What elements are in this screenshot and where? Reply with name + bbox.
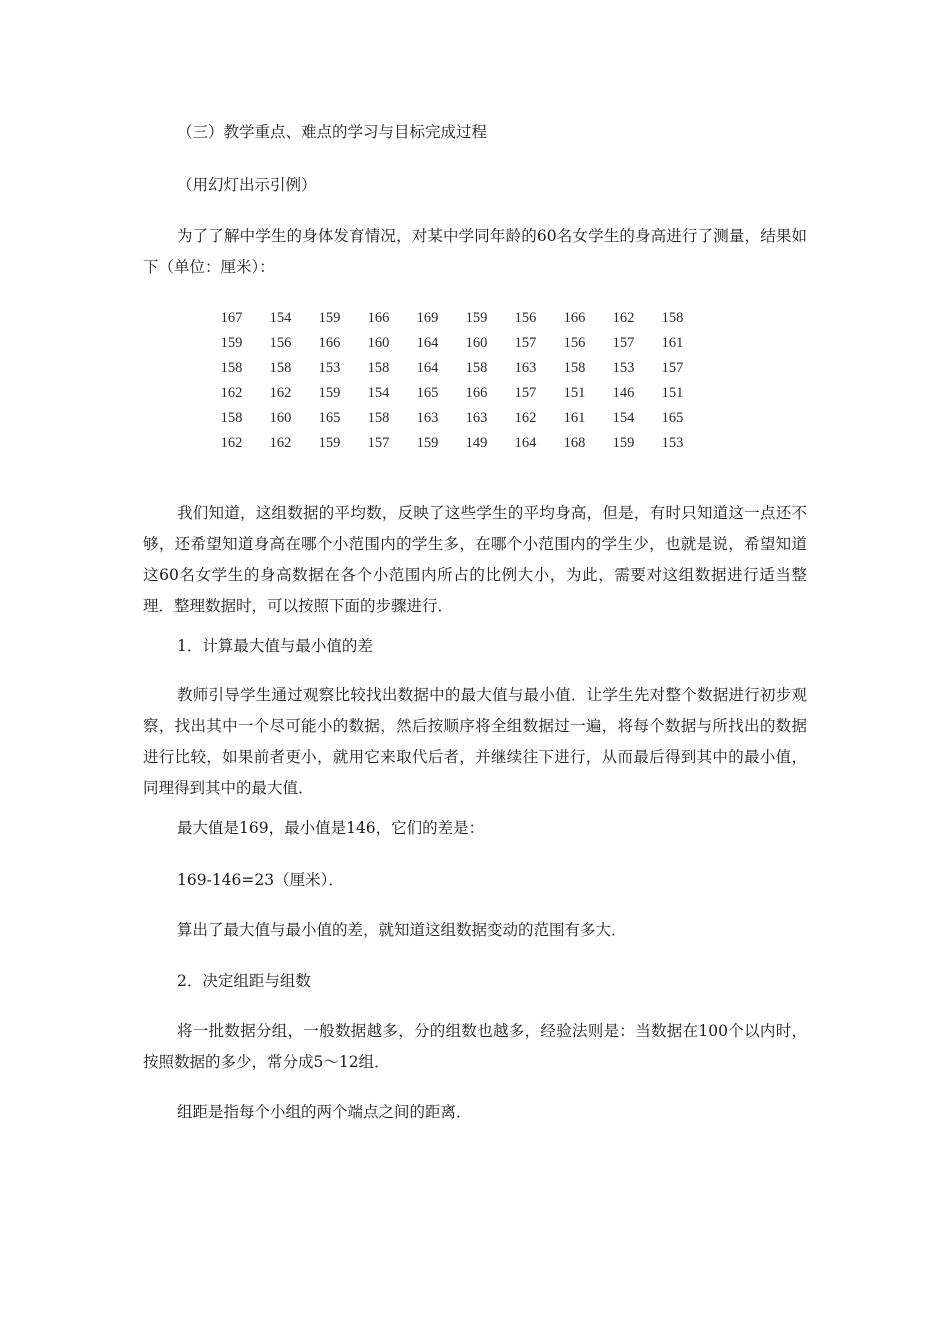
teacher-guidance-paragraph: 教师引导学生通过观察比较找出数据中的最大值与最小值．让学生先对整个数据进行初步观察，找出其中一个尽可能小的数据，然后按顺序将全组数据过一遍，将每个数据与所找出的数据进行比较，如果前者更小，就用它来取代后者，并继续往下进行，从而最后得到其中的最小值，同理得到其中的最大值． (143, 686, 807, 797)
table-cell: 153 (612, 360, 635, 376)
table-cell: 153 (661, 435, 684, 451)
table-row (207, 381, 697, 406)
table-cell: 161 (661, 335, 684, 351)
table-cell: 158 (220, 360, 243, 376)
table-cell: 153 (318, 360, 341, 376)
table-cell: 156 (563, 335, 586, 351)
table-cell: 160 (465, 335, 488, 351)
table-cell: 159 (220, 335, 243, 351)
intro-paragraph: 为了了解中学生的身体发育情况，对某中学同年龄的60名女学生的身高进行了测量，结果如下（单位：厘米）： (143, 227, 807, 276)
table-cell: 165 (661, 410, 684, 426)
table-cell: 165 (416, 385, 439, 401)
explanation-paragraph: 我们知道，这组数据的平均数，反映了这些学生的平均身高，但是，有时只知道这一点还不够，还希望知道身高在哪个小范围内的学生多，在哪个小范围内的学生少，也就是说，希望知道这60名女学生的身高数据在各个小范围内所占的比例大小，为此，需要对这组数据进行适当整理．整理数据时，可以按照下面的步骤进行． (143, 504, 807, 615)
table-cell: 157 (514, 385, 537, 401)
step-2-heading: 2．决定组距与组数 (177, 972, 311, 990)
table-cell: 158 (465, 360, 488, 376)
table-cell: 163 (416, 410, 439, 426)
table-cell: 157 (367, 435, 390, 451)
table-cell: 159 (318, 385, 341, 401)
section-heading: （三）教学重点、难点的学习与目标完成过程 (177, 123, 488, 141)
table-cell: 166 (465, 385, 488, 401)
table-cell: 146 (612, 385, 635, 401)
table-row (207, 331, 697, 356)
table-cell: 157 (514, 335, 537, 351)
table-cell: 167 (220, 310, 243, 326)
height-data-table (207, 306, 697, 456)
table-cell: 159 (465, 310, 488, 326)
table-cell: 158 (220, 410, 243, 426)
table-cell: 169 (416, 310, 439, 326)
table-cell: 149 (465, 435, 488, 451)
table-cell: 158 (367, 360, 390, 376)
table-cell: 157 (612, 335, 635, 351)
table-row (207, 431, 697, 456)
table-cell: 168 (563, 435, 586, 451)
table-cell: 159 (416, 435, 439, 451)
table-cell: 154 (612, 410, 635, 426)
table-cell: 158 (563, 360, 586, 376)
table-cell: 159 (612, 435, 635, 451)
table-cell: 162 (612, 310, 635, 326)
table-cell: 159 (318, 435, 341, 451)
table-cell: 158 (269, 360, 292, 376)
range-formula: 169-146=23（厘米）． (177, 871, 344, 889)
table-cell: 166 (563, 310, 586, 326)
table-cell: 165 (318, 410, 341, 426)
class-width-definition: 组距是指每个小组的两个端点之间的距离． (177, 1103, 472, 1121)
table-cell: 158 (661, 310, 684, 326)
table-cell: 156 (269, 335, 292, 351)
step-1-heading: 1．计算最大值与最小值的差 (177, 637, 373, 655)
table-cell: 162 (269, 385, 292, 401)
range-conclusion: 算出了最大值与最小值的差，就知道这组数据变动的范围有多大． (177, 921, 627, 939)
table-cell: 151 (563, 385, 586, 401)
table-cell: 163 (465, 410, 488, 426)
table-row (207, 306, 697, 331)
table-cell: 164 (416, 335, 439, 351)
table-cell: 162 (269, 435, 292, 451)
table-cell: 160 (367, 335, 390, 351)
table-cell: 156 (514, 310, 537, 326)
table-row (207, 356, 697, 381)
table-cell: 164 (416, 360, 439, 376)
table-cell: 162 (220, 435, 243, 451)
table-cell: 161 (563, 410, 586, 426)
table-cell: 162 (220, 385, 243, 401)
table-cell: 166 (367, 310, 390, 326)
max-min-statement: 最大值是169，最小值是146，它们的差是： (177, 819, 485, 837)
grouping-rule-paragraph: 将一批数据分组，一般数据越多，分的组数也越多，经验法则是：当数据在100个以内时，按照数据的多少，常分成5～12组． (143, 1022, 807, 1071)
table-cell: 160 (269, 410, 292, 426)
table-cell: 163 (514, 360, 537, 376)
table-cell: 151 (661, 385, 684, 401)
table-cell: 164 (514, 435, 537, 451)
table-cell: 158 (367, 410, 390, 426)
table-cell: 154 (269, 310, 292, 326)
table-cell: 159 (318, 310, 341, 326)
table-cell: 157 (661, 360, 684, 376)
table-cell: 154 (367, 385, 390, 401)
slide-note: （用幻灯出示引例） (177, 176, 317, 194)
table-cell: 162 (514, 410, 537, 426)
table-row (207, 406, 697, 431)
table-cell: 166 (318, 335, 341, 351)
